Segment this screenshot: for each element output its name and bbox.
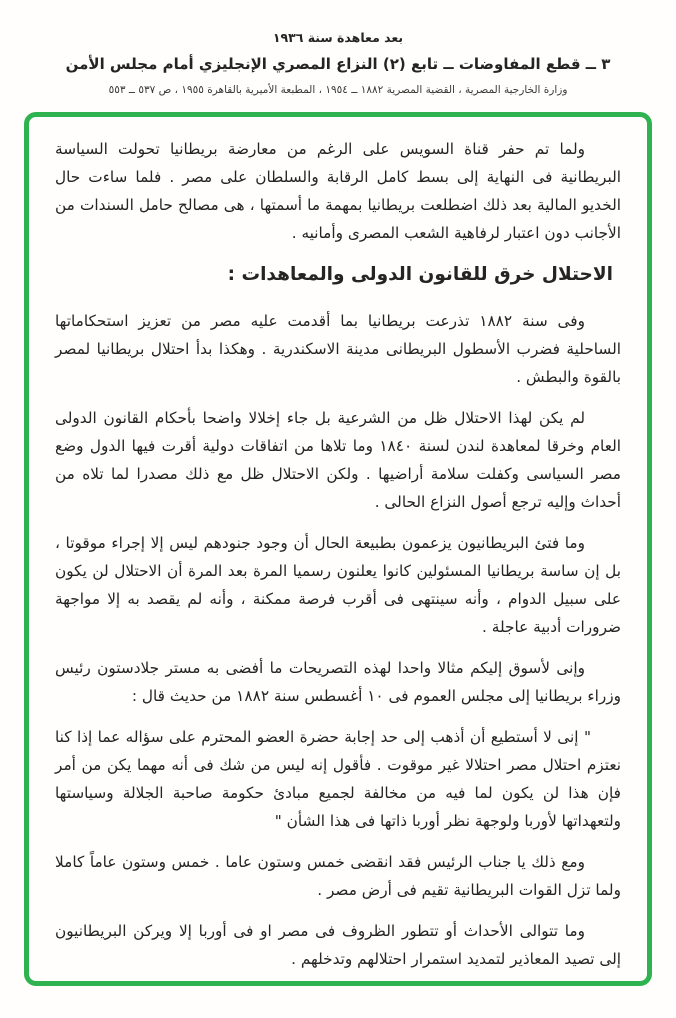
document-title: ٣ ــ قطع المفاوضات ــ تابع (٢) النزاع المصري الإنجليزي أمام مجلس الأمن — [65, 55, 611, 73]
source-citation: وزارة الخارجية المصرية ، القضية المصرية ١٨٨٢ ــ ١٩٥٤ ، المطبعة الأميرية بالقاهرة ١٩٥٥ ، ص ٥٣٧ ــ ٥٥٣ — [108, 84, 568, 96]
paragraph-gladstone-quote: " إنى لا أستطيع أن أذهب إلى حد إجابة حضرة العضو المحترم على سؤاله عما إذا كنا نعتزم احتلال مصر احتلالا غير موقوت . فأقول إنه ليس من شك فى أنه مهما يكن من أمر فإن هذا لن يكون لما فيه من مخالفة لجميع مبادئ حكومة صاحبة الجلالة وسياستها ولتعهداتها لأوربا ولوجهة نظر أوربا ذاتها فى هذا الشأن " — [55, 728, 621, 830]
paragraph-temporary-claims: وما فتئ البريطانيون يزعمون بطبيعة الحال أن وجود جنودهم ليس إلا إجراء موقوتا ، بل إن ساسة بريطانيا المسئولين كانوا يعلنون رسميا المرة بعد المرة أن الاحتلال لن يكون على سبيل الدوام ، وأنه سينتهى فى أقرب فرصة ممكنة ، وأنه لم يقصد به إلا مواجهة ضرورات أدبية عاجلة . — [55, 534, 621, 636]
green-highlight-box — [24, 112, 652, 986]
paragraph-sixty-five-years: ومع ذلك يا جناب الرئيس فقد انقضى خمس وستون عاما . خمس وستون عاماً كاملا ولما تزل القوات البريطانية تقيم فى أرض مصر . — [55, 853, 621, 899]
paragraph-suez-canal: ولما تم حفر قناة السويس على الرغم من معارضة بريطانيا تحولت السياسة البريطانية فى النهاية إلى بسط كامل الرقابة والسلطان على مصر . فلما ساءت حال الخديو المالية بعد ذلك اضطلعت بريطانيا بمهمة ما أسمتها ، هى مصالح حامل السندات من الأجانب دون اعتبار لرفاهية الشعب المصرى وأمانيه . — [55, 140, 621, 242]
paragraph-1882-bombardment: وفى سنة ١٨٨٢ تذرعت بريطانيا بما أقدمت عليه مصر من تعزيز استحكاماتها الساحلية فضرب الأسطول البريطانى مدينة الاسكندرية . وهكذا بدأ احتلال بريطانيا لمصر بالقوة والبطش . — [55, 312, 621, 386]
paragraph-pretexts-continuation: وما تتوالى الأحداث أو تتطور الظروف فى مصر او فى أوربا إلا ويركن البريطانيون إلى تصيد المعاذير لتمديد استمرار احتلالهم وتدخلهم . — [55, 922, 621, 968]
header-superscript: بعد معاهدة سنة ١٩٣٦ — [272, 30, 404, 45]
document-header — [0, 0, 676, 96]
paragraph-illegality-of-occupation: لم يكن لهذا الاحتلال ظل من الشرعية بل جاء إخلالا واضحا بأحكام القانون الدولى العام وخرقا لمعاهدة لندن لسنة ١٨٤٠ وما تلاها من اتفاقات دولية أقرت فيها الدول وضع مصر السياسى وكفلت سلامة أراضيها . ولكن الاحتلال ظل مع ذلك مصدرا لما تلاه من أحداث وإليه ترجع أصول النزاع الحالى . — [55, 409, 621, 511]
paragraph-gladstone-intro: وإنى لأسوق إليكم مثالا واحدا لهذه التصريحات ما أفضى به مستر جلادستون رئيس وزراء بريطانيا إلى مجلس العموم فى ١٠ أغسطس سنة ١٨٨٢ من حديث قال : — [55, 659, 621, 705]
section-heading-occupation-breach: الاحتلال خرق للقانون الدولى والمعاهدات : — [227, 264, 613, 285]
